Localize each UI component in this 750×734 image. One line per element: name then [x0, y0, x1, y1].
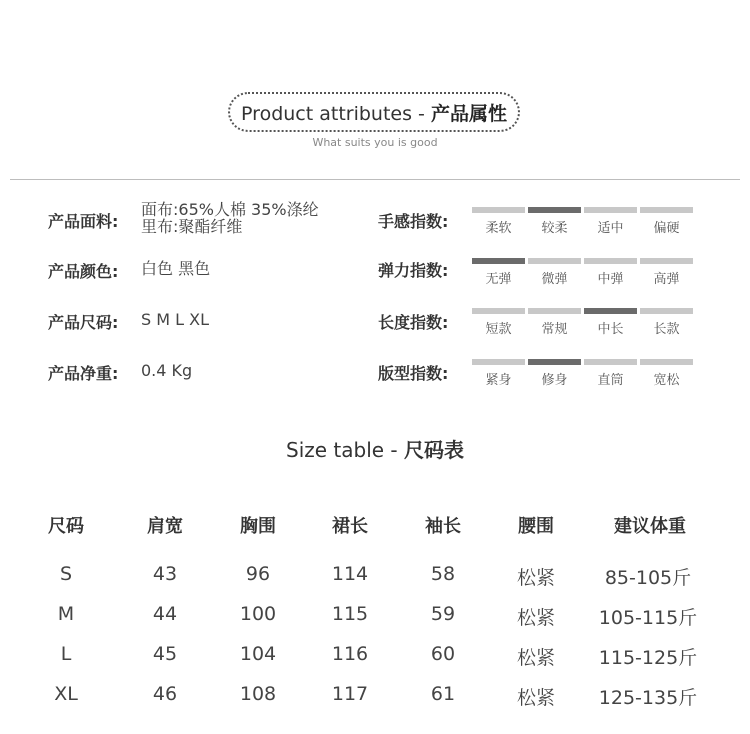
scale-option: 偏硬	[653, 221, 680, 236]
scale-bar	[640, 258, 693, 264]
length-index-scale	[472, 308, 694, 340]
scale-bar	[640, 308, 693, 314]
scale-bar	[472, 258, 525, 264]
scale-bar	[584, 308, 637, 314]
length-index-label: 长度指数:	[378, 313, 449, 332]
header-size: 尺码	[48, 516, 84, 537]
scale-bar	[584, 207, 637, 213]
cell-sleeve: 60	[430, 643, 456, 665]
scale-bar	[528, 308, 581, 314]
cell-size: L	[60, 643, 72, 665]
scale-bar	[528, 207, 581, 213]
size-title-cn: 尺码表	[404, 438, 464, 462]
scale-segment	[528, 258, 581, 290]
scale-bar	[584, 258, 637, 264]
size-title-en: Size table -	[286, 438, 404, 462]
divider	[10, 179, 740, 180]
scale-bar	[528, 258, 581, 264]
cell-weight: 115-125斤	[598, 647, 698, 669]
scale-segment	[472, 308, 525, 340]
scale-option: 适中	[597, 221, 624, 236]
fabric-lining: 里布:聚酯纤维	[141, 217, 243, 236]
cell-bust: 108	[239, 683, 277, 705]
cell-waist: 松紧	[516, 567, 555, 589]
cell-bust: 96	[245, 563, 271, 585]
fit-index-scale	[472, 359, 694, 391]
elastic-index-scale	[472, 258, 694, 290]
cell-dress-length: 116	[331, 643, 369, 665]
title-en: Product attributes -	[241, 102, 431, 125]
cell-weight: 85-105斤	[604, 567, 692, 589]
scale-option: 常规	[541, 322, 568, 337]
cell-dress-length: 114	[331, 563, 369, 585]
cell-bust: 100	[239, 603, 277, 625]
scale-option: 紧身	[485, 373, 512, 388]
scale-option: 长款	[653, 322, 680, 337]
cell-size: XL	[54, 683, 78, 705]
scale-option: 中弹	[597, 272, 624, 287]
scale-segment	[584, 207, 637, 239]
feel-index-label: 手感指数:	[378, 212, 449, 231]
size-table-title	[0, 434, 750, 463]
header-bust: 胸围	[240, 516, 276, 537]
scale-option: 直筒	[597, 373, 624, 388]
cell-sleeve: 61	[430, 683, 456, 705]
cell-shoulder: 43	[152, 563, 178, 585]
header-dress-length: 裙长	[332, 516, 368, 537]
cell-sleeve: 59	[430, 603, 456, 625]
scale-bar	[472, 207, 525, 213]
scale-option: 中长	[597, 322, 624, 337]
size-value: S M L XL	[141, 310, 210, 329]
header-waist: 腰围	[518, 516, 554, 537]
feel-index-scale	[472, 207, 694, 239]
scale-option: 微弹	[541, 272, 568, 287]
scale-segment	[472, 207, 525, 239]
cell-weight: 125-135斤	[598, 687, 698, 709]
header-sleeve: 袖长	[425, 516, 461, 537]
fabric-label: 产品面料:	[48, 212, 119, 231]
scale-segment	[584, 258, 637, 290]
size-label: 产品尺码:	[48, 313, 119, 332]
cell-shoulder: 44	[152, 603, 178, 625]
scale-segment	[640, 308, 693, 340]
title-badge	[228, 92, 520, 132]
scale-segment	[584, 308, 637, 340]
color-value: 白色 黑色	[141, 259, 211, 278]
scale-option: 较柔	[541, 221, 568, 236]
cell-bust: 104	[239, 643, 277, 665]
cell-dress-length: 115	[331, 603, 369, 625]
cell-waist: 松紧	[516, 647, 555, 669]
scale-option: 高弹	[653, 272, 680, 287]
scale-segment	[528, 359, 581, 391]
fabric-outer: 面布:65%人棉 35%涤纶	[141, 200, 319, 219]
cell-waist: 松紧	[516, 607, 555, 629]
scale-segment	[584, 359, 637, 391]
cell-dress-length: 117	[331, 683, 369, 705]
scale-bar	[528, 359, 581, 365]
scale-segment	[640, 207, 693, 239]
scale-bar	[472, 359, 525, 365]
fabric-value	[141, 201, 319, 235]
subtitle: What suits you is good	[312, 136, 438, 149]
weight-label: 产品净重:	[48, 364, 119, 383]
scale-option: 无弹	[485, 272, 512, 287]
page-title	[241, 99, 507, 126]
cell-sleeve: 58	[430, 563, 456, 585]
scale-bar	[472, 308, 525, 314]
scale-option: 短款	[485, 322, 512, 337]
cell-shoulder: 46	[152, 683, 178, 705]
header-shoulder: 肩宽	[147, 516, 183, 537]
cell-size: S	[59, 563, 73, 585]
scale-segment	[472, 359, 525, 391]
cell-shoulder: 45	[152, 643, 178, 665]
scale-segment	[640, 258, 693, 290]
scale-option: 柔软	[485, 221, 512, 236]
fit-index-label: 版型指数:	[378, 364, 449, 383]
cell-size: M	[57, 603, 75, 625]
elastic-index-label: 弹力指数:	[378, 261, 449, 280]
title-cn: 产品属性	[430, 102, 507, 125]
color-label: 产品颜色:	[48, 262, 119, 281]
weight-value: 0.4 Kg	[141, 361, 193, 380]
scale-segment	[528, 207, 581, 239]
scale-option: 修身	[541, 373, 568, 388]
cell-weight: 105-115斤	[598, 607, 698, 629]
cell-waist: 松紧	[516, 687, 555, 709]
scale-bar	[640, 359, 693, 365]
scale-segment	[528, 308, 581, 340]
scale-segment	[640, 359, 693, 391]
scale-option: 宽松	[653, 373, 680, 388]
header-weight: 建议体重	[614, 516, 686, 537]
scale-segment	[472, 258, 525, 290]
scale-bar	[640, 207, 693, 213]
scale-bar	[584, 359, 637, 365]
